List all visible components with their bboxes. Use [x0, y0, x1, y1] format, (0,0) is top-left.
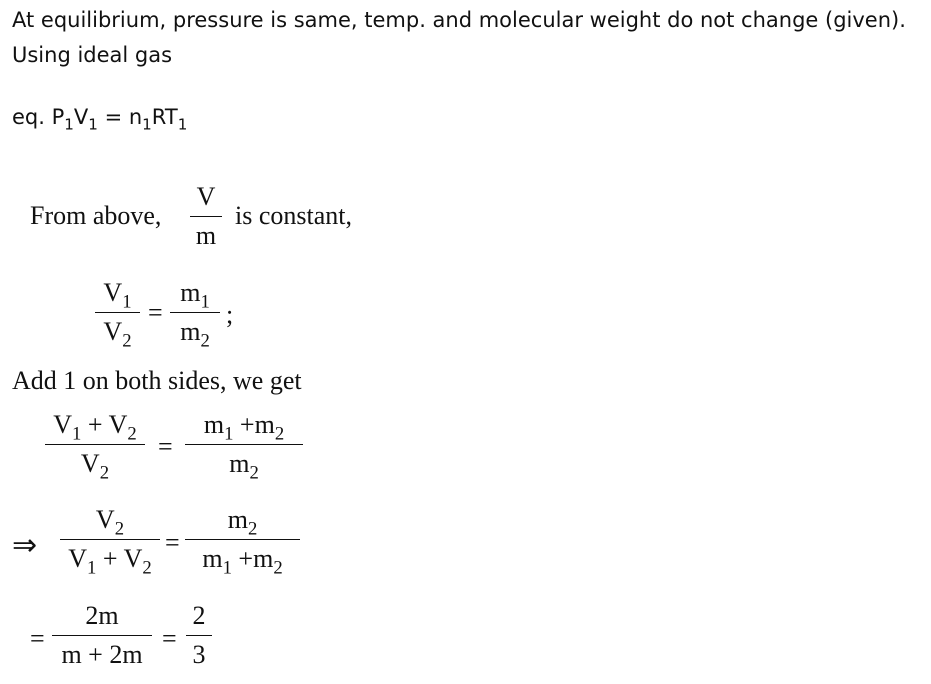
equals-sign: = — [162, 624, 177, 653]
ideal-gas-equation: eq. $P_1V_1 = n_1RT_1$ — [12, 105, 188, 134]
fraction-m1-over-m2: $m_1$ $m_2$ — [170, 278, 220, 347]
fraction-v1-plus-v2-over-v2: $V_1 + V_2$ $V_2$ — [45, 410, 145, 479]
fraction-v2-over-v1-plus-v2: $V_2$ $V_1 + V_2$ — [60, 505, 160, 574]
is-constant-text: is constant, — [235, 201, 352, 230]
fraction-m1-plus-m2-over-m2: $m_1 +m_2$ $m_2$ — [185, 410, 303, 479]
fraction-2-over-3: 2 3 — [186, 601, 212, 670]
fraction-m2-over-m1-plus-m2: $m_2$ $m_1 +m_2$ — [185, 505, 300, 574]
from-above-text: From above, — [30, 201, 162, 230]
equals-sign: = — [30, 624, 45, 653]
fraction-2m-over-3m: 2m m + 2m — [52, 601, 152, 670]
equals-sign: = — [148, 298, 163, 327]
statement-line-2: Using ideal gas — [12, 43, 173, 67]
implies-arrow: ⇒ — [12, 529, 38, 562]
semicolon: ; — [226, 300, 234, 329]
equals-sign: = — [165, 528, 180, 557]
fraction-v-over-m: V m — [190, 182, 222, 251]
statement-line-1: At equilibrium, pressure is same, temp. and molecular weight do not change (given). — [12, 8, 906, 32]
fraction-v1-over-v2: $V_1$ $V_2$ — [95, 278, 140, 347]
add-one-text: Add 1 on both sides, we get — [12, 366, 302, 395]
equals-sign: = — [158, 432, 173, 461]
